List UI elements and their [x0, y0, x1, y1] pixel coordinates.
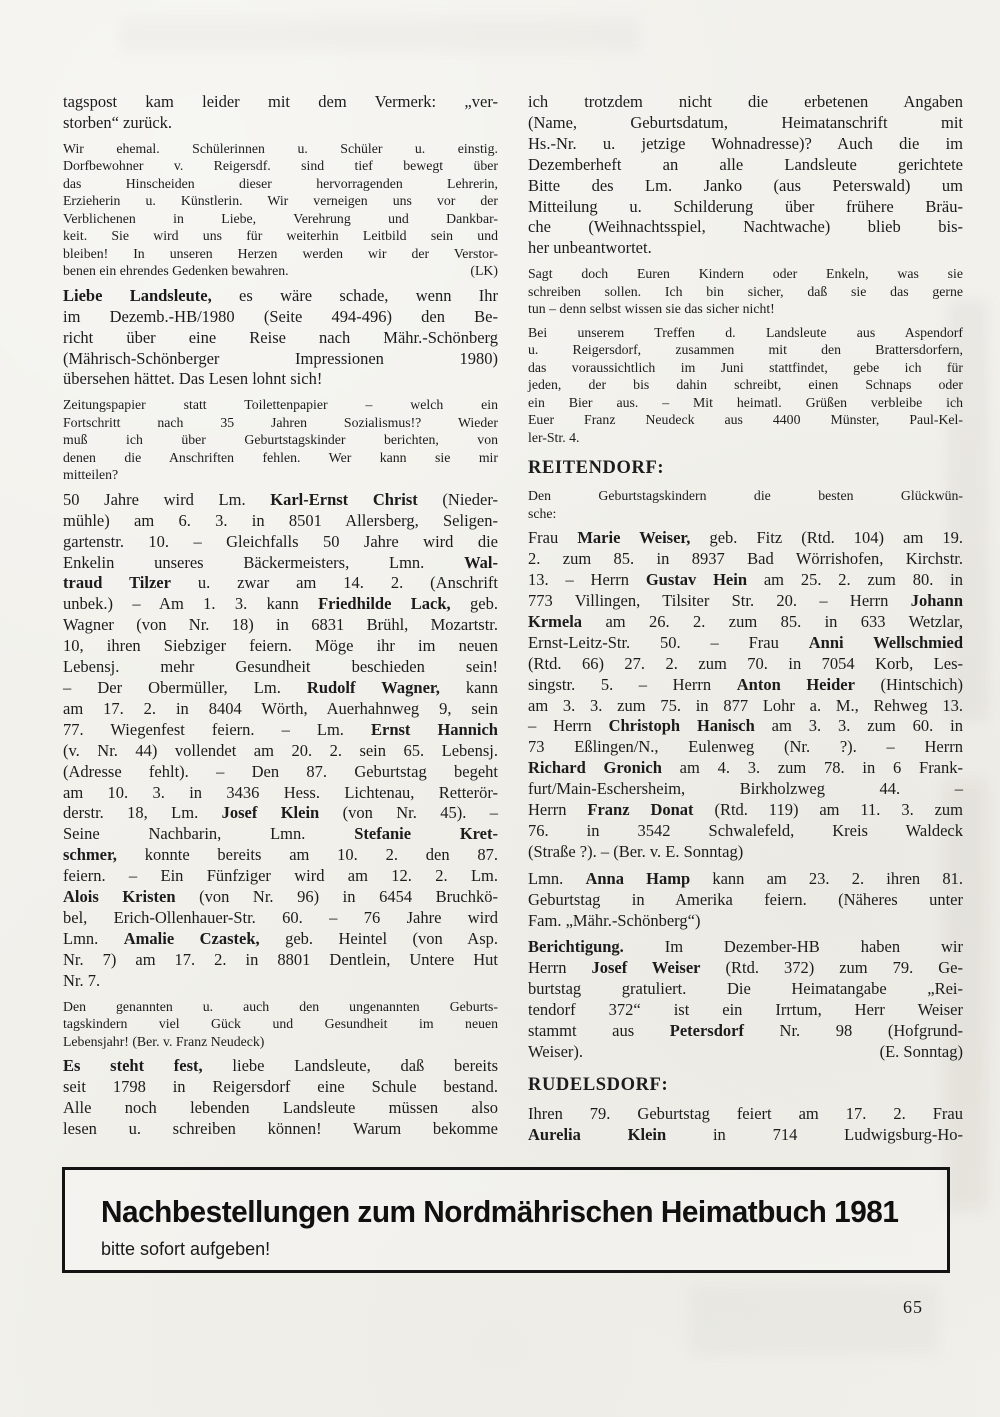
section-heading-rudelsdorf: RUDELSDORF:	[528, 1074, 669, 1095]
paragraph-glueckwuensche-intro: Den Geburtstagskindern die besten Glückwün- sche:	[528, 488, 963, 521]
paragraph-liebe-landsleute: Liebe Landsleute, es wäre schade, wenn Ihr im Dezemb.-HB/1980 (Seite 494-496) den Be- richt über eine Reise nach Mähr.-Schönberg (Mährisch-Schönberger Impressionen 1980) übersehen hättet. Das Lesen lohnt sich!	[63, 285, 498, 389]
paragraph-es-steht-fest-continued: ich trotzdem nicht die erbetenen Angaben (Name, Geburtsdatum, Heimatanschrift mit Hs.-Nr. u. jetzige Wohnadresse)? Auch die im Dezemberheft an alle Landsleute gerichtete Bitte des Lm. Janko (aus Peterswald) um Mitteilung u. Schilderung über frühere Bräu- che (Weihnachtsspiel, Nachtwache) blieb bis- her unbeantwortet.	[528, 92, 963, 258]
paragraph-kinder-enkel-note: Sagt doch Euren Kindern oder Enkeln, was sie schreiben sollen. Ich bin sicher, daß sie das gerne tun – denn selbst wissen sie das sicher nicht!	[528, 266, 963, 317]
paragraph-es-steht-fest: Es steht fest, liebe Landsleute, daß bereits seit 1798 in Reigersdorf eine Schule bestand. Alle noch lebenden Landsleute müssen also lesen u. schreiben können! Warum bekomme	[63, 1056, 498, 1138]
paragraph-obituary-tribute: Wir ehemal. Schülerinnen u. Schüler u. einstig. Dorfbewohner v. Reigersdf. sind tief bewegt über das Hinscheiden dieser hervorragenden Lehrerin, Erzieherin u. Künstlerin. Wir verneigen uns vor der Verblichenen in Liebe, Verehrung und Dankbar- keit. Sie wird uns für weiterhin Leitbild sein und bleiben! In unseren Herzen werden wir der Verstor- benen ein ehrendes Gedenken bewahren. (LK)	[63, 140, 498, 279]
paragraph-treffen-note: Bei unserem Treffen d. Landsleute aus Aspendorf u. Reigersdorf, zusammen mit den Brattersdorfern, das voraussichtlich im Juni stattfindet, gebe ich für jeden, der bis dahin schreibt, einen Schnaps oder ein Bier aus. – Mit heimatl. Grüßen verbleibe ich Euer Franz Neudeck aus 4400 Münster, Paul-Kel- ler-Str. 4.	[528, 324, 963, 445]
right-text-column	[528, 92, 963, 1152]
showthrough-artifact	[120, 18, 640, 52]
showthrough-artifact	[690, 1285, 940, 1355]
paragraph-birthday-list-reitendorf: Frau Marie Weiser, geb. Fitz (Rtd. 104) am 19. 2. zum 85. in 8937 Bad Wörrishofen, Kirchstr. 13. – Herrn Gustav Hein am 25. 2. zum 80. in 773 Villingen, Tilsiter Str. 20. – Herrn Johann Krmela am 26. 2. zum 85. in 633 Wetzlar, Ernst-Leitz-Str. 50. – Frau Anni Wellschmied (Rtd. 66) 27. 2. zum 70. in 7054 Korb, Les- singstr. 5. – Herrn Anton Heider (Hintschich) am 3. 3. zum 75. in 877 Lohr a. M., Rehweg 13. – Herrn Christoph Hanisch am 3. 3. zum 60. in 73 Eßlingen/N., Eulenweg (Nr. ?). – Herrn Richard Gronich am 4. 3. zum 78. in 6 Frank- furt/Main-Eschersheim, Birkholzweg 44. – Herrn Franz Donat (Rtd. 119) am 11. 3. zum 76. in 3542 Schwalefeld, Kreis Waldeck (Straße ?). – (Ber. v. E. Sonntag)	[528, 528, 964, 861]
notice-box-title: Nachbestellungen zum Nordmährischen Heimatbuch 1981	[101, 1194, 899, 1229]
paragraph-rudelsdorf-birthdays: Ihren 79. Geburtstag feiert am 17. 2. Frau Aurelia Klein in 714 Ludwigsburg-Ho-	[528, 1103, 963, 1144]
paragraph-obituary-return-note: tagspost kam leider mit dem Vermerk: „ver- storben“ zurück.	[63, 92, 498, 132]
paragraph-birthday-list-reigersdorf: 50 Jahre wird Lm. Karl-Ernst Christ (Nieder- mühle) am 6. 3. in 8501 Allersberg, Seligen- gartenstr. 10. – Gleichfalls 50 Jahre wird die Enkelin unseres Bäckermeisters, Lmn. Wal- traud Tilzer u. zwar am 14. 2. (Anschrift unbek.) – Am 1. 3. kann Friedhilde Lack, geb. Wagner (von Nr. 18) in 6831 Brühl, Mozartstr. 10, ihren Siebziger feiern. Möge ihr im neuen Lebensj. mehr Gesundheit beschieden sein! – Der Obermüller, Lm. Rudolf Wagner, kann am 17. 2. in 8404 Wörth, Auerhahnweg 9, sein 77. Wiegenfest feiern. – Lm. Ernst Hannich (v. Nr. 44) vollendet am 20. 2. sein 65. Lebensj. (Adresse fehlt). – Den 87. Geburtstag begeht am 10. 3. in 3436 Hess. Lichtenau, Retterör- derstr. 18, Lm. Josef Klein (von Nr. 45). – Seine Nachbarin, Lmn. Stefanie Kret- schmer, konnte bereits am 10. 2. den 87. feiern. – Ein Fünfziger wird am 12. 2. Lm. Alois Kristen (von Nr. 96) in 6454 Bruchkö- bel, Erich-Ollenhauer-Str. 60. – 76 Jahre wird Lmn. Amalie Czastek, geb. Heintel (von Asp. Nr. 7) am 17. 2. in 8801 Dentlein, Untere Hut Nr. 7.	[63, 489, 499, 990]
paragraph-missing-addresses-note: Zeitungspapier statt Toilettenpapier – welch ein Fortschritt nach 35 Jahren Sozialismus!? Wieder muß ich über Geburtstagskinder berichten, von denen die Anschriften fehlen. Wer kann sie mir mitteilen?	[63, 397, 498, 483]
section-heading-reitendorf: REITENDORF:	[528, 458, 665, 479]
page-number: 65	[903, 1297, 923, 1317]
paragraph-berichtigung: Berichtigung. Im Dezember-HB haben wir Herrn Josef Weiser (Rtd. 372) zum 79. Ge- burtstag gratuliert. Die Heimatangabe „Rei- tendorf 372“ ist ein Irrtum, Herr Weiser stammt aus Petersdorf Nr. 98 (Hofgrund- Weiser). (E. Sonntag)	[528, 937, 963, 1061]
notice-box-subtitle: bitte sofort aufgeben!	[101, 1239, 271, 1259]
reorder-notice-box	[62, 1167, 950, 1273]
paragraph-birthday-wishes-note: Den genannten u. auch den ungenannten Geburts- tagskindern viel Gück und Gesundheit im neuen Lebensjahr! (Ber. v. Franz Neudeck)	[63, 998, 498, 1049]
paragraph-anna-hamp: Lmn. Anna Hamp kann am 23. 2. ihren 81. Geburtstag in Amerika feiern. (Näheres unter Fam. „Mähr.-Schönberg“)	[528, 868, 963, 930]
left-text-column	[63, 92, 498, 1146]
